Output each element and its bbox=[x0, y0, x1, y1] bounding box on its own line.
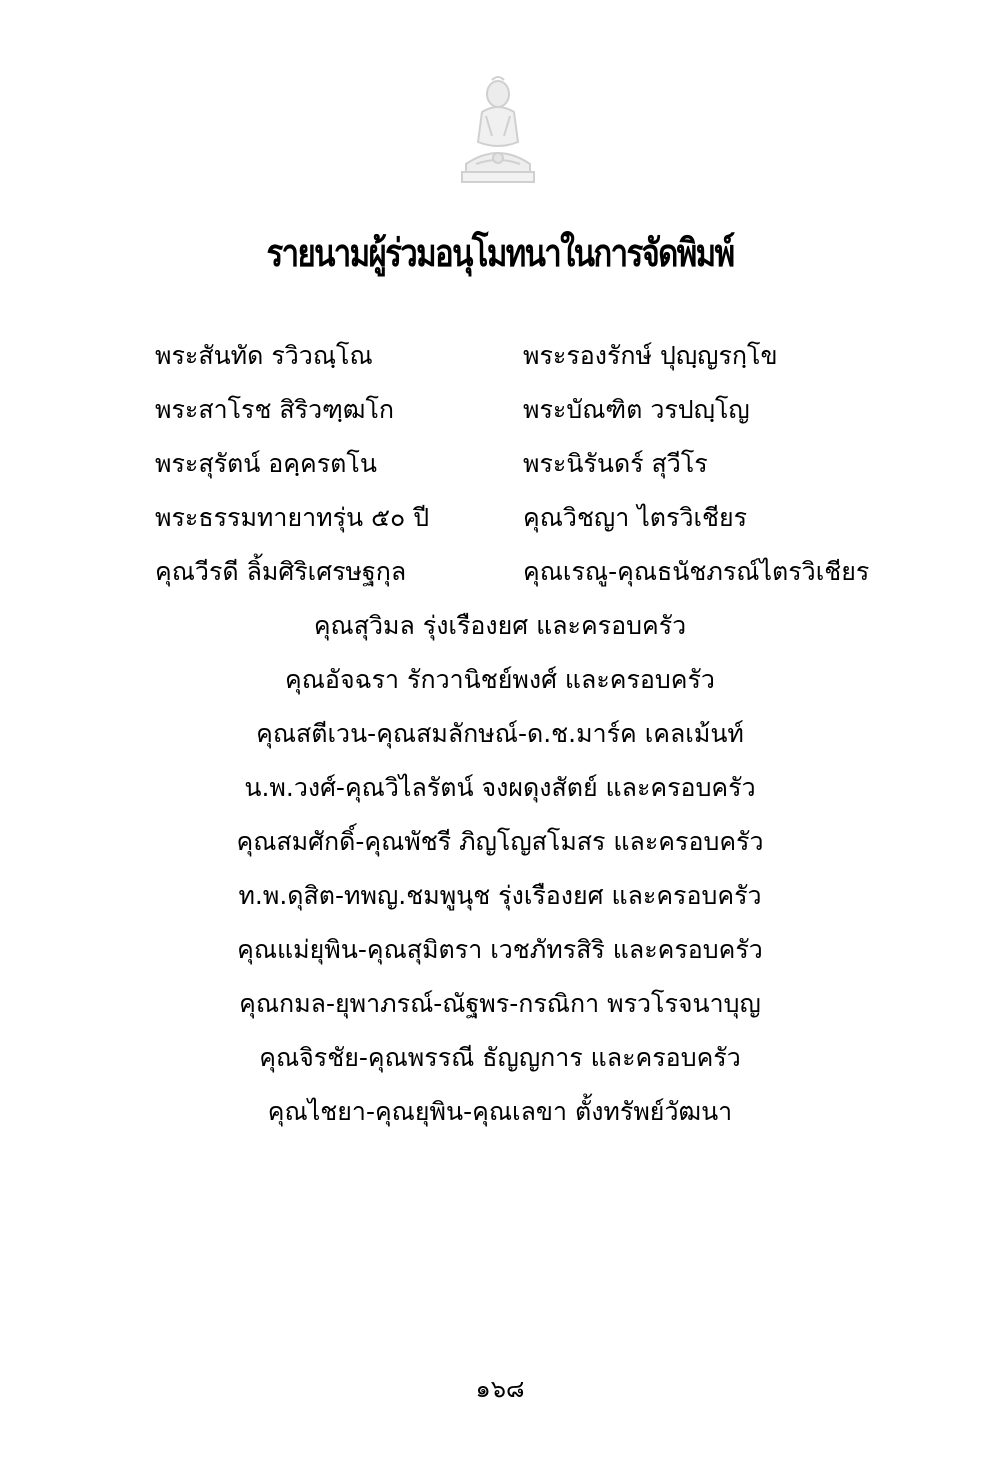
page-number: ๑๖๘ bbox=[475, 1375, 525, 1403]
name-line: ท.พ.ดุสิต-ทพญ.ชมพูนุช รุ่งเรืองยศ และครอบครัว bbox=[238, 881, 762, 910]
name-line: น.พ.วงศ์-คุณวิไลรัตน์ จงผดุงสัตย์ และครอบครัว bbox=[244, 773, 756, 802]
name-left: พระสาโรช สิริวฑฺฒโก bbox=[155, 395, 395, 424]
seated-monk-image bbox=[452, 72, 544, 188]
name-line: คุณแม่ยุพิน-คุณสุมิตรา เวชภัทรสิริ และครอบครัว bbox=[237, 935, 763, 964]
name-line: คุณสตีเวน-คุณสมลักษณ์-ด.ช.มาร์ค เคลเม้นท์ bbox=[256, 719, 744, 748]
name-right: คุณวิชญา ไตรวิเชียร bbox=[523, 503, 748, 532]
name-line: คุณสุวิมล รุ่งเรืองยศ และครอบครัว bbox=[313, 611, 687, 640]
name-line: คุณสมศักดิ์-คุณพัชรี ภิญโญสโมสร และครอบครัว bbox=[236, 827, 764, 856]
name-line: คุณไชยา-คุณยุพิน-คุณเลขา ตั้งทรัพย์วัฒนา bbox=[267, 1097, 733, 1126]
name-left: คุณวีรดี ลิ้มศิริเศรษฐกุล bbox=[155, 557, 407, 586]
name-left: พระสันทัด รวิวณฺโณ bbox=[155, 341, 373, 370]
name-row bbox=[0, 554, 1000, 608]
name-line: คุณอัจฉรา รักวานิชย์พงศ์ และครอบครัว bbox=[285, 665, 715, 694]
centered-name-list bbox=[0, 608, 1000, 1148]
name-row bbox=[0, 392, 1000, 446]
name-left: พระสุรัตน์ อคฺครตโน bbox=[155, 449, 377, 478]
seated-monk-icon bbox=[452, 72, 544, 188]
name-row bbox=[0, 338, 1000, 392]
name-left: พระธรรมทายาทรุ่น ๕๐ ปี bbox=[155, 503, 430, 532]
name-line: คุณกมล-ยุพาภรณ์-ณัฐพร-กรณิกา พรวโรจนาบุญ bbox=[239, 989, 761, 1018]
name-right: พระนิรันดร์ สุวีโร bbox=[523, 449, 708, 478]
name-row bbox=[0, 446, 1000, 500]
name-line: คุณจิรชัย-คุณพรรณี ธัญญการ และครอบครัว bbox=[259, 1043, 741, 1072]
name-right: คุณเรณู-คุณธนัชภรณ์ไตรวิเชียร bbox=[523, 557, 870, 586]
page-title: รายนามผู้ร่วมอนุโมทนาในการจัดพิมพ์ bbox=[266, 231, 734, 275]
name-right: พระบัณฑิต วรปญฺโญ bbox=[523, 395, 750, 424]
two-column-name-list bbox=[0, 338, 1000, 608]
name-row bbox=[0, 500, 1000, 554]
name-right: พระรองรักษ์ ปุญฺญรกฺโข bbox=[523, 341, 778, 370]
